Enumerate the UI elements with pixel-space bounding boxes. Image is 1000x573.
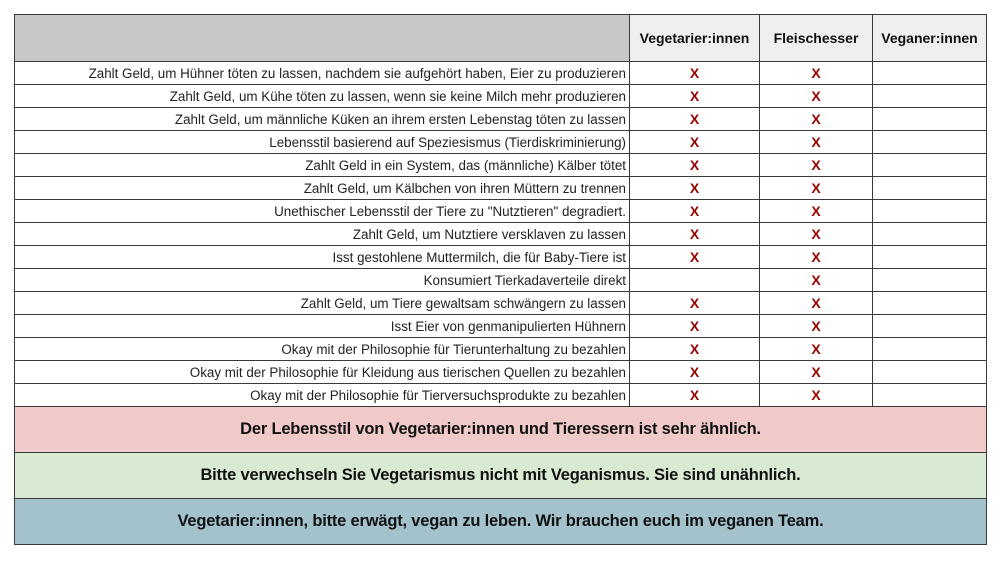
meat-eater-mark-cell: X (760, 154, 873, 177)
row-label: Okay mit der Philosophie für Tierversuchsprodukte zu bezahlen (15, 384, 630, 407)
meat-eater-mark-cell: X (760, 315, 873, 338)
header-blank-cell (15, 15, 630, 62)
row-label: Zahlt Geld, um Kälbchen von ihren Müttern zu trennen (15, 177, 630, 200)
summary-text-similar: Der Lebensstil von Vegetarier:innen und Tieressern ist sehr ähnlich. (15, 407, 987, 453)
table-row (15, 85, 987, 108)
summary-band-dissimilar (15, 453, 987, 499)
row-label: Zahlt Geld, um Nutztiere versklaven zu lassen (15, 223, 630, 246)
meat-eater-mark-cell: X (760, 62, 873, 85)
vegetarian-mark-cell: X (630, 108, 760, 131)
table-body (15, 62, 987, 545)
meat-eater-mark-cell: X (760, 85, 873, 108)
vegan-mark-cell (873, 108, 987, 131)
row-label: Lebensstil basierend auf Speziesismus (Tierdiskriminierung) (15, 131, 630, 154)
vegan-mark-cell (873, 177, 987, 200)
row-label: Zahlt Geld, um männliche Küken an ihrem ersten Lebenstag töten zu lassen (15, 108, 630, 131)
meat-eater-mark-cell: X (760, 384, 873, 407)
vegetarian-mark-cell: X (630, 246, 760, 269)
table-row (15, 131, 987, 154)
table-row (15, 246, 987, 269)
vegan-mark-cell (873, 62, 987, 85)
vegan-mark-cell (873, 200, 987, 223)
meat-eater-mark-cell: X (760, 246, 873, 269)
table-row (15, 361, 987, 384)
meat-eater-mark-cell: X (760, 338, 873, 361)
table-row (15, 108, 987, 131)
vegan-mark-cell (873, 131, 987, 154)
vegetarian-mark-cell (630, 269, 760, 292)
header-row (15, 15, 987, 62)
table-row (15, 200, 987, 223)
vegetarian-mark-cell: X (630, 361, 760, 384)
vegan-mark-cell (873, 269, 987, 292)
vegan-mark-cell (873, 223, 987, 246)
vegan-mark-cell (873, 361, 987, 384)
row-label: Okay mit der Philosophie für Tierunterhaltung zu bezahlen (15, 338, 630, 361)
meat-eater-mark-cell: X (760, 269, 873, 292)
row-label: Zahlt Geld, um Tiere gewaltsam schwängern zu lassen (15, 292, 630, 315)
comparison-table (14, 14, 987, 545)
meat-eater-mark-cell: X (760, 108, 873, 131)
row-label: Unethischer Lebensstil der Tiere zu "Nutztieren" degradiert. (15, 200, 630, 223)
header-meat-eaters: Fleischesser (760, 15, 873, 62)
summary-text-appeal: Vegetarier:innen, bitte erwägt, vegan zu leben. Wir brauchen euch im veganen Team. (15, 499, 987, 545)
meat-eater-mark-cell: X (760, 200, 873, 223)
comparison-chart (14, 14, 986, 545)
table-row (15, 223, 987, 246)
vegetarian-mark-cell: X (630, 131, 760, 154)
summary-band-similar (15, 407, 987, 453)
meat-eater-mark-cell: X (760, 292, 873, 315)
vegetarian-mark-cell: X (630, 200, 760, 223)
vegetarian-mark-cell: X (630, 62, 760, 85)
vegetarian-mark-cell: X (630, 85, 760, 108)
vegetarian-mark-cell: X (630, 384, 760, 407)
table-row (15, 338, 987, 361)
vegan-mark-cell (873, 384, 987, 407)
vegetarian-mark-cell: X (630, 315, 760, 338)
table-row (15, 62, 987, 85)
table-row (15, 269, 987, 292)
row-label: Zahlt Geld, um Hühner töten zu lassen, nachdem sie aufgehört haben, Eier zu produzieren (15, 62, 630, 85)
meat-eater-mark-cell: X (760, 131, 873, 154)
header-vegans: Veganer:innen (873, 15, 987, 62)
vegan-mark-cell (873, 246, 987, 269)
vegan-mark-cell (873, 292, 987, 315)
vegan-mark-cell (873, 85, 987, 108)
vegan-mark-cell (873, 315, 987, 338)
meat-eater-mark-cell: X (760, 361, 873, 384)
row-label: Isst gestohlene Muttermilch, die für Baby-Tiere ist (15, 246, 630, 269)
row-label: Okay mit der Philosophie für Kleidung aus tierischen Quellen zu bezahlen (15, 361, 630, 384)
summary-text-dissimilar: Bitte verwechseln Sie Vegetarismus nicht mit Veganismus. Sie sind unähnlich. (15, 453, 987, 499)
vegetarian-mark-cell: X (630, 292, 760, 315)
vegetarian-mark-cell: X (630, 338, 760, 361)
row-label: Isst Eier von genmanipulierten Hühnern (15, 315, 630, 338)
meat-eater-mark-cell: X (760, 223, 873, 246)
table-row (15, 177, 987, 200)
meat-eater-mark-cell: X (760, 177, 873, 200)
row-label: Zahlt Geld in ein System, das (männliche) Kälber tötet (15, 154, 630, 177)
table-row (15, 384, 987, 407)
header-vegetarians: Vegetarier:innen (630, 15, 760, 62)
table-row (15, 154, 987, 177)
vegetarian-mark-cell: X (630, 154, 760, 177)
row-label: Konsumiert Tierkadaverteile direkt (15, 269, 630, 292)
row-label: Zahlt Geld, um Kühe töten zu lassen, wenn sie keine Milch mehr produzieren (15, 85, 630, 108)
vegetarian-mark-cell: X (630, 223, 760, 246)
vegetarian-mark-cell: X (630, 177, 760, 200)
table-row (15, 315, 987, 338)
vegan-mark-cell (873, 154, 987, 177)
summary-band-appeal (15, 499, 987, 545)
vegan-mark-cell (873, 338, 987, 361)
table-row (15, 292, 987, 315)
